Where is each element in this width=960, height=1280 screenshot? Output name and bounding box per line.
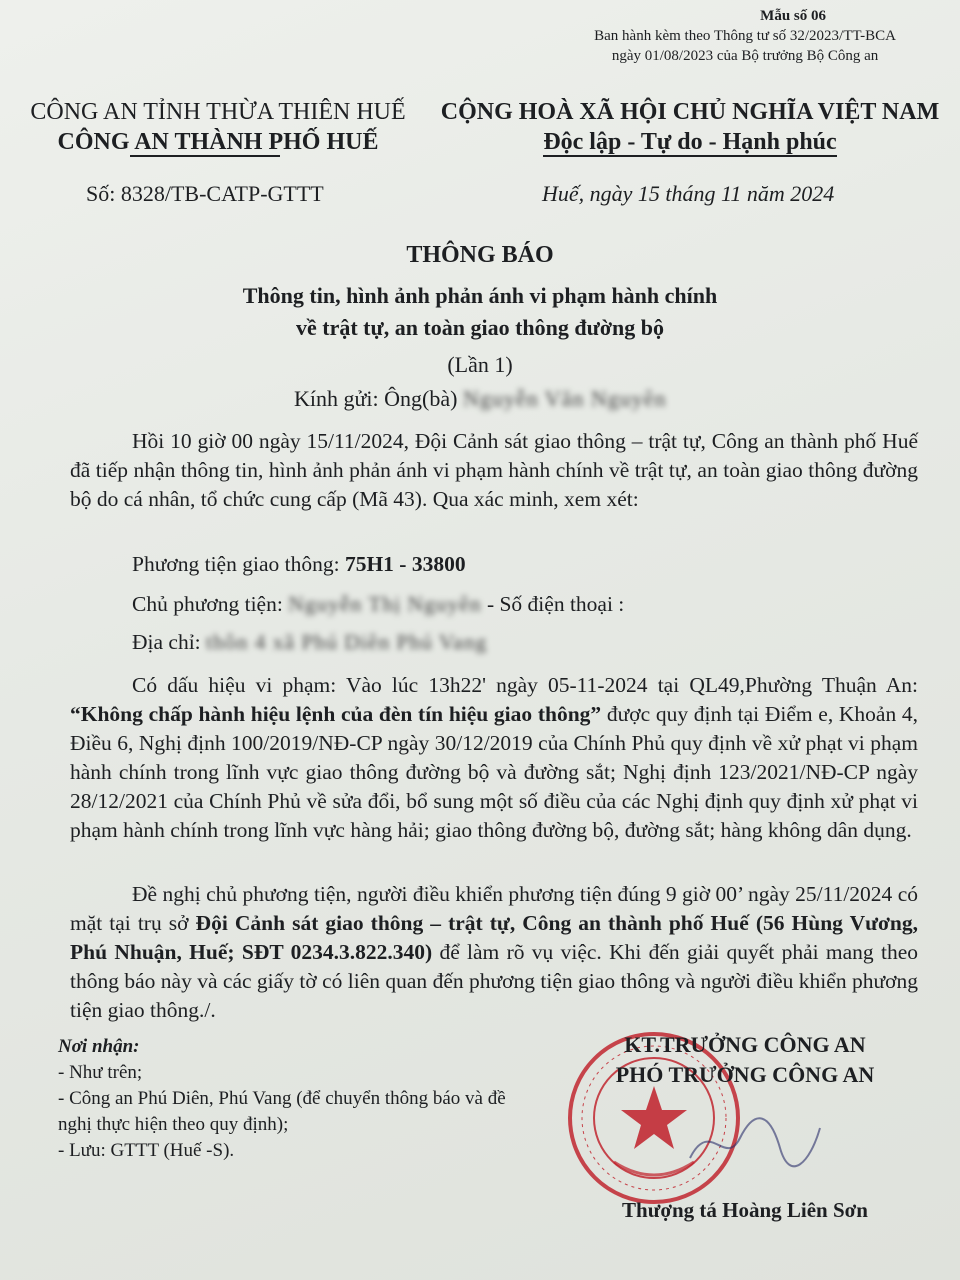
form-ref-line2: ngày 01/08/2023 của Bộ trưởng Bộ Công an [611, 48, 879, 64]
document-title: THÔNG BÁO [406, 242, 554, 268]
document-subtitle [0, 280, 960, 344]
phone-label: - Số điện thoại : [481, 592, 625, 616]
handwritten-signature-icon [680, 1108, 830, 1178]
form-reference [594, 6, 896, 66]
owner-label: Chủ phương tiện: [132, 592, 289, 616]
request-text-post: để làm rõ vụ việc. Khi đến giải quyết phải mang theo thông báo này và các giấy tờ có liên quan đến phương tiện giao thông và người điều khiển phương tiện giao thông./. [70, 940, 918, 1022]
vehicle-plate: 75H1 - 33800 [344, 552, 466, 576]
form-ref-line1: Ban hành kèm theo Thông tư số 32/2023/TT-BCA [594, 28, 896, 44]
form-number: Mẫu số 06 [760, 8, 826, 24]
recipient-name-redacted: Nguyễn Văn Nguyên [462, 386, 667, 411]
distribution-list [58, 1034, 508, 1164]
issuing-agency [18, 97, 418, 157]
intro-paragraph: Hồi 10 giờ 00 ngày 15/11/2024, Đội Cảnh sát giao thông – trật tự, Công an thành phố Huế đã tiếp nhận thông tin, hình ảnh phản ánh vi phạm hành chính về trật tự, an toàn giao thông đường bộ do cá nhân, tổ chức cung cấp (Mã 43). Qua xác minh, xem xét: [70, 429, 918, 511]
motto-text: Độc lập - Tự do - Hạnh phúc [543, 129, 837, 155]
vehicle-line [132, 552, 466, 577]
agency-name-text: CÔNG AN THÀNH PHỐ HUẾ [57, 129, 379, 155]
owner-line [132, 592, 624, 617]
agency-parent: CÔNG AN TỈNH THỪA THIÊN HUẾ [30, 99, 406, 125]
subtitle-line2: về trật tự, an toàn giao thông đường bộ [295, 315, 664, 340]
agency-name [18, 127, 418, 157]
address-line [132, 630, 487, 655]
place-date: Huế, ngày 15 tháng 11 năm 2024 [542, 181, 835, 206]
signature-block [560, 1030, 930, 1090]
address-label: Địa chỉ: [132, 630, 207, 654]
distribution-item: - Công an Phú Diên, Phú Vang (để chuyển thông báo và đề nghị thực hiện theo quy định); [58, 1088, 506, 1135]
vehicle-label: Phương tiện giao thông: [132, 552, 345, 576]
subtitle-line1: Thông tin, hình ảnh phản ánh vi phạm hành chính [242, 283, 718, 308]
violation-text-pre: Có dấu hiệu vi phạm: Vào lúc 13h22' ngày 05-11-2024 tại QL49,Phường Thuận An: [132, 673, 918, 697]
country-name: CỘNG HOÀ XÃ HỘI CHỦ NGHĨA VIỆT NAM [440, 99, 940, 125]
request-location: Đội Cảnh sát giao thông – trật tự, Công an thành phố Huế (56 Hùng Vương, Phú Nhuận, Huế; SĐT 0234.3.822.340) [70, 911, 918, 964]
signer-name: Thượng tá Hoàng Liên Sơn [622, 1198, 868, 1222]
violation-paragraph [70, 671, 918, 845]
violation-text-post: được quy định tại Điểm e, Khoản 4, Điều 6, Nghị định 100/2019/NĐ-CP ngày 30/12/2019 của Chính Phủ quy định về xử phạt vi phạm hành chính trong lĩnh vực giao thông đường bộ và đường sắt; Nghị định 123/2021/NĐ-CP ngày 28/12/2021 của Chính Phủ về sửa đổi, bổ sung một số điều của các Nghị định quy định xử phạt vi phạm hành chính trong lĩnh vực hàng hải; giao thông đường bộ, đường sắt; hàng không dân dụng. [70, 702, 918, 842]
recipient-line [294, 386, 667, 412]
attempt-number: (Lần 1) [447, 352, 513, 377]
distribution-item: - Như trên; [58, 1062, 143, 1083]
distribution-item: - Lưu: GTTT (Huế -S). [58, 1140, 235, 1161]
request-text-pre: Đề nghị chủ phương tiện, người điều khiển phương tiện đúng 9 giờ 00’ ngày 25/11/2024 có mặt tại trụ sở [70, 882, 918, 935]
document-number: Số: 8328/TB-CATP-GTTT [86, 181, 324, 206]
signature-title-line1: KT.TRƯỞNG CÔNG AN [624, 1032, 866, 1057]
recipient-label: Kính gửi: Ông(bà) [294, 386, 458, 411]
signature-title-line2: PHÓ TRƯỞNG CÔNG AN [615, 1062, 875, 1087]
motto [432, 127, 948, 157]
distribution-heading: Nơi nhận: [58, 1036, 140, 1057]
address-redacted: thôn 4 xã Phú Diên Phú Vang [206, 630, 488, 654]
national-heading [432, 97, 948, 157]
agency-underline [130, 155, 280, 157]
request-paragraph [70, 880, 918, 1025]
owner-name-redacted: Nguyễn Thị Nguyên [288, 592, 482, 616]
violation-description: “Không chấp hành hiệu lệnh của đèn tín hiệu giao thông” [70, 702, 602, 726]
